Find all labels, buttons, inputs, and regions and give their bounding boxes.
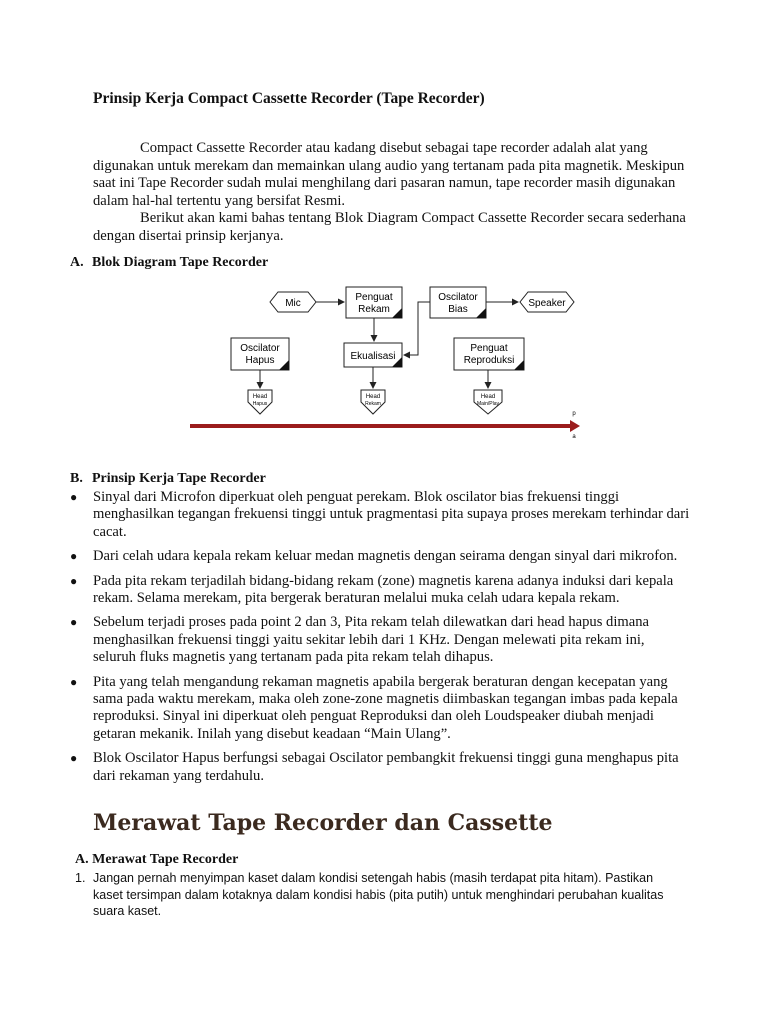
list-item-text: Pada pita rekam terjadilah bidang-bidang rekam (zone) magnetis karena adanya induksi dari kepala rekam. Selama merekam, pita bergerak beraturan melalui muka celah udara kepala rekam. — [93, 572, 674, 607]
list-item — [75, 870, 685, 920]
bullet-icon: ● — [70, 615, 78, 630]
penguat-rekam-label-1: Penguat — [355, 292, 393, 303]
tape-line — [190, 424, 572, 428]
list-item — [70, 489, 690, 541]
head-rekam-label-2: Rekam — [365, 401, 381, 407]
list-item — [70, 674, 690, 744]
penguat-reproduksi-label-1: Penguat — [470, 343, 508, 354]
list-number: 1. — [75, 871, 86, 885]
head-rekam-label-1: Head — [365, 394, 381, 400]
section-care-a-title: Merawat Tape Recorder — [92, 852, 239, 867]
bullet-icon: ● — [70, 751, 78, 766]
intro-paragraph-1: Compact Cassette Recorder atau kadang disebut sebagai tape recorder adalah alat yang digunakan untuk merekam dan memainkan ulang audio yang tertanam pada pita magnetik. Meskipun saat ini Tape Recorder sudah mulai menghilang dari pasaran namun, tape recorder masih digunakan dalam hal-hal tertentu yang bersifat Resmi. — [93, 140, 685, 209]
section-care-a-heading — [75, 852, 238, 868]
block-diagram — [170, 278, 590, 446]
penguat-reproduksi-label-2: Reproduksi — [463, 355, 515, 366]
head-hapus-label-2: Hapus — [252, 401, 268, 407]
intro-paragraphs — [93, 140, 693, 246]
speaker-label: Speaker — [528, 298, 566, 309]
section-a-title: Blok Diagram Tape Recorder — [92, 255, 269, 270]
principle-list — [70, 489, 690, 792]
list-item — [70, 573, 690, 608]
list-item-text: Pita yang telah mengandung rekaman magnetis apabila bergerak beraturan dengan kecepatan yang sama pada waktu merekam, maka oleh zone-zone magnetis diimbaskan tegangan imbas pada kepala reproduksi. Sinyal ini diperkuat oleh penguat Reproduksi dan oleh Loudspeaker diubah menjadi getaran mekanik. Inilah yang disebut keadaan “Main Ulang”. — [93, 673, 678, 742]
ekualisasi-label: Ekualisasi — [350, 351, 396, 362]
oscilator-hapus-label-2: Hapus — [245, 355, 275, 366]
mic-label: Mic — [285, 298, 301, 309]
tape-label-a: a — [572, 434, 576, 440]
bullet-icon: ● — [70, 674, 78, 689]
intro-paragraph-2: Berikut akan kami bahas tentang Blok Diagram Compact Cassette Recorder secara sederhana dengan disertai prinsip kerjanya. — [93, 210, 686, 244]
list-item-text: Jangan pernah menyimpan kaset dalam kondisi setengah habis (masih terdapat pita hitam). Pastikan kaset tersimpan dalam kotaknya dalam kondisi habis (pita putih) untuk menghindari perubahan kualitas suara kaset. — [93, 871, 664, 918]
head-hapus-label-1: Head — [252, 394, 268, 400]
penguat-rekam-label-2: Rekam — [358, 304, 390, 315]
section-a-label: A. — [70, 255, 84, 270]
list-item — [70, 614, 690, 666]
document-title: Prinsip Kerja Compact Cassette Recorder (Tape Recorder) — [93, 90, 485, 107]
section-b-title: Prinsip Kerja Tape Recorder — [92, 471, 266, 486]
list-item-text: Sinyal dari Microfon diperkuat oleh penguat perekam. Blok oscilator bias frekuensi tinggi menghasilkan tegangan frekuensi tinggi untuk pragmentasi pita supaya proses merekam terhindar dari cacat. — [93, 489, 690, 540]
tape-label-p: p — [572, 411, 576, 417]
list-item-text: Blok Oscilator Hapus berfungsi sebagai Oscilator pembangkit frekuensi tinggi guna menghapus pita dari rekaman yang terdahulu. — [93, 750, 679, 784]
bullet-icon: ● — [70, 549, 78, 564]
list-item-text: Sebelum terjadi proses pada point 2 dan 3, Pita rekam telah dilewatkan dari head hapus dimana menghasilkan frekuensi tinggi yaitu sekitar lebih dari 1 KHz. Dengan melewati pita rekam ini, seluruh fluks magnetis yang tertanam pada pita rekam telah dihapus. — [93, 614, 650, 666]
bullet-icon: ● — [70, 490, 78, 504]
section-b-label: B. — [70, 471, 83, 486]
section-b-heading — [70, 471, 266, 487]
section-care-a-label: A. — [75, 852, 89, 867]
section-a-heading — [70, 255, 268, 271]
oscilator-hapus-label-1: Oscilator — [240, 343, 280, 354]
list-item-text: Dari celah udara kepala rekam keluar medan magnetis dengan seirama dengan sinyal dari mikrofon. — [93, 548, 678, 565]
oscilator-bias-label-2: Bias — [448, 304, 468, 315]
tape-arrow — [570, 420, 580, 432]
head-main-play-label-1: Head — [480, 394, 496, 400]
list-item — [70, 750, 690, 785]
list-item — [70, 548, 690, 565]
oscilator-bias-label-1: Oscilator — [438, 292, 478, 303]
care-list — [75, 870, 685, 920]
head-main-play-label-2: Main/Play — [477, 401, 499, 407]
care-heading: Merawat Tape Recorder dan Cassette — [93, 810, 553, 836]
bullet-icon: ● — [70, 573, 78, 588]
